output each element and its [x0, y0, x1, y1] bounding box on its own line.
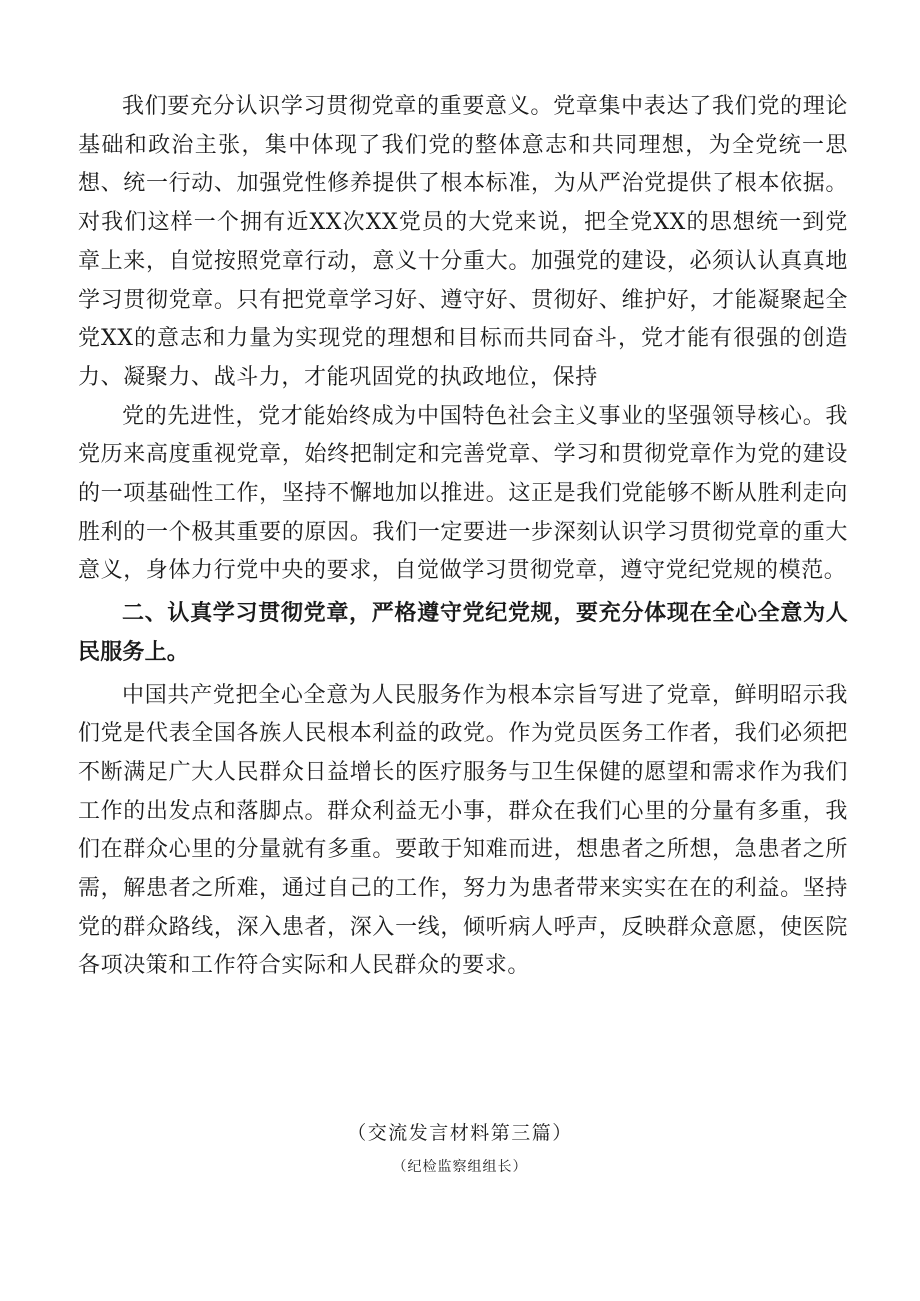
document-body	[78, 88, 848, 986]
sub-title: （交流发言材料第三篇）	[347, 1122, 573, 1144]
paragraph-3: 中国共产党把全心全意为人民服务作为根本宗旨写进了党章，鲜明昭示我们党是代表全国各族人民根本利益的政党。作为党员医务工作者，我们必须把不断满足广大人民群众日益增长的医疗服务与卫生保健的愿望和需求作为我们工作的出发点和落脚点。群众利益无小事，群众在我们心里的分量有多重，我们在群众心里的分量就有多重。要敢于知难而进，想患者之所想，急患者之所需，解患者之所难，通过自己的工作，努力为患者带来实实在在的利益。坚持党的群众路线，深入患者，深入一线，倾听病人呼声，反映群众意愿，使医院各项决策和工作符合实际和人民群众的要求。	[78, 682, 848, 979]
paragraph-2: 党的先进性，党才能始终成为中国特色社会主义事业的坚强领导核心。我党历来高度重视党章，始终把制定和完善党章、学习和贯彻党章作为党的建设的一项基础性工作，坚持不懈地加以推进。这正是我们党能够不断从胜利走向胜利的一个极其重要的原因。我们一定要进一步深刻认识学习贯彻党章的重大意义，身体力行党中央的要求，自觉做学习贯彻党章，遵守党纪党规的模范。	[78, 403, 848, 584]
paragraph-1: 我们要充分认识学习贯彻党章的重要意义。党章集中表达了我们党的理论基础和政治主张，集中体现了我们党的整体意志和共同理想，为全党统一思想、统一行动、加强党性修养提供了根本标准，为从严治党提供了根本依据。对我们这样一个拥有近XX次XX党员的大党来说，把全党XX的思想统一到党章上来，自觉按照党章行动，意义十分重大。加强党的建设，必须认认真真地学习贯彻党章。只有把党章学习好、遵守好、贯彻好、维护好，才能凝聚起全党XX的意志和力量为实现党的理想和目标而共同奋斗，党才能有很强的创造力、凝聚力、战斗力，才能巩固党的执政地位，保持	[78, 94, 848, 390]
author-line: （纪检监察组组长）	[392, 1159, 528, 1175]
section-heading: 二、认真学习贯彻党章，严格遵守党纪党规，要充分体现在全心全意为人民服务上。	[78, 601, 848, 665]
